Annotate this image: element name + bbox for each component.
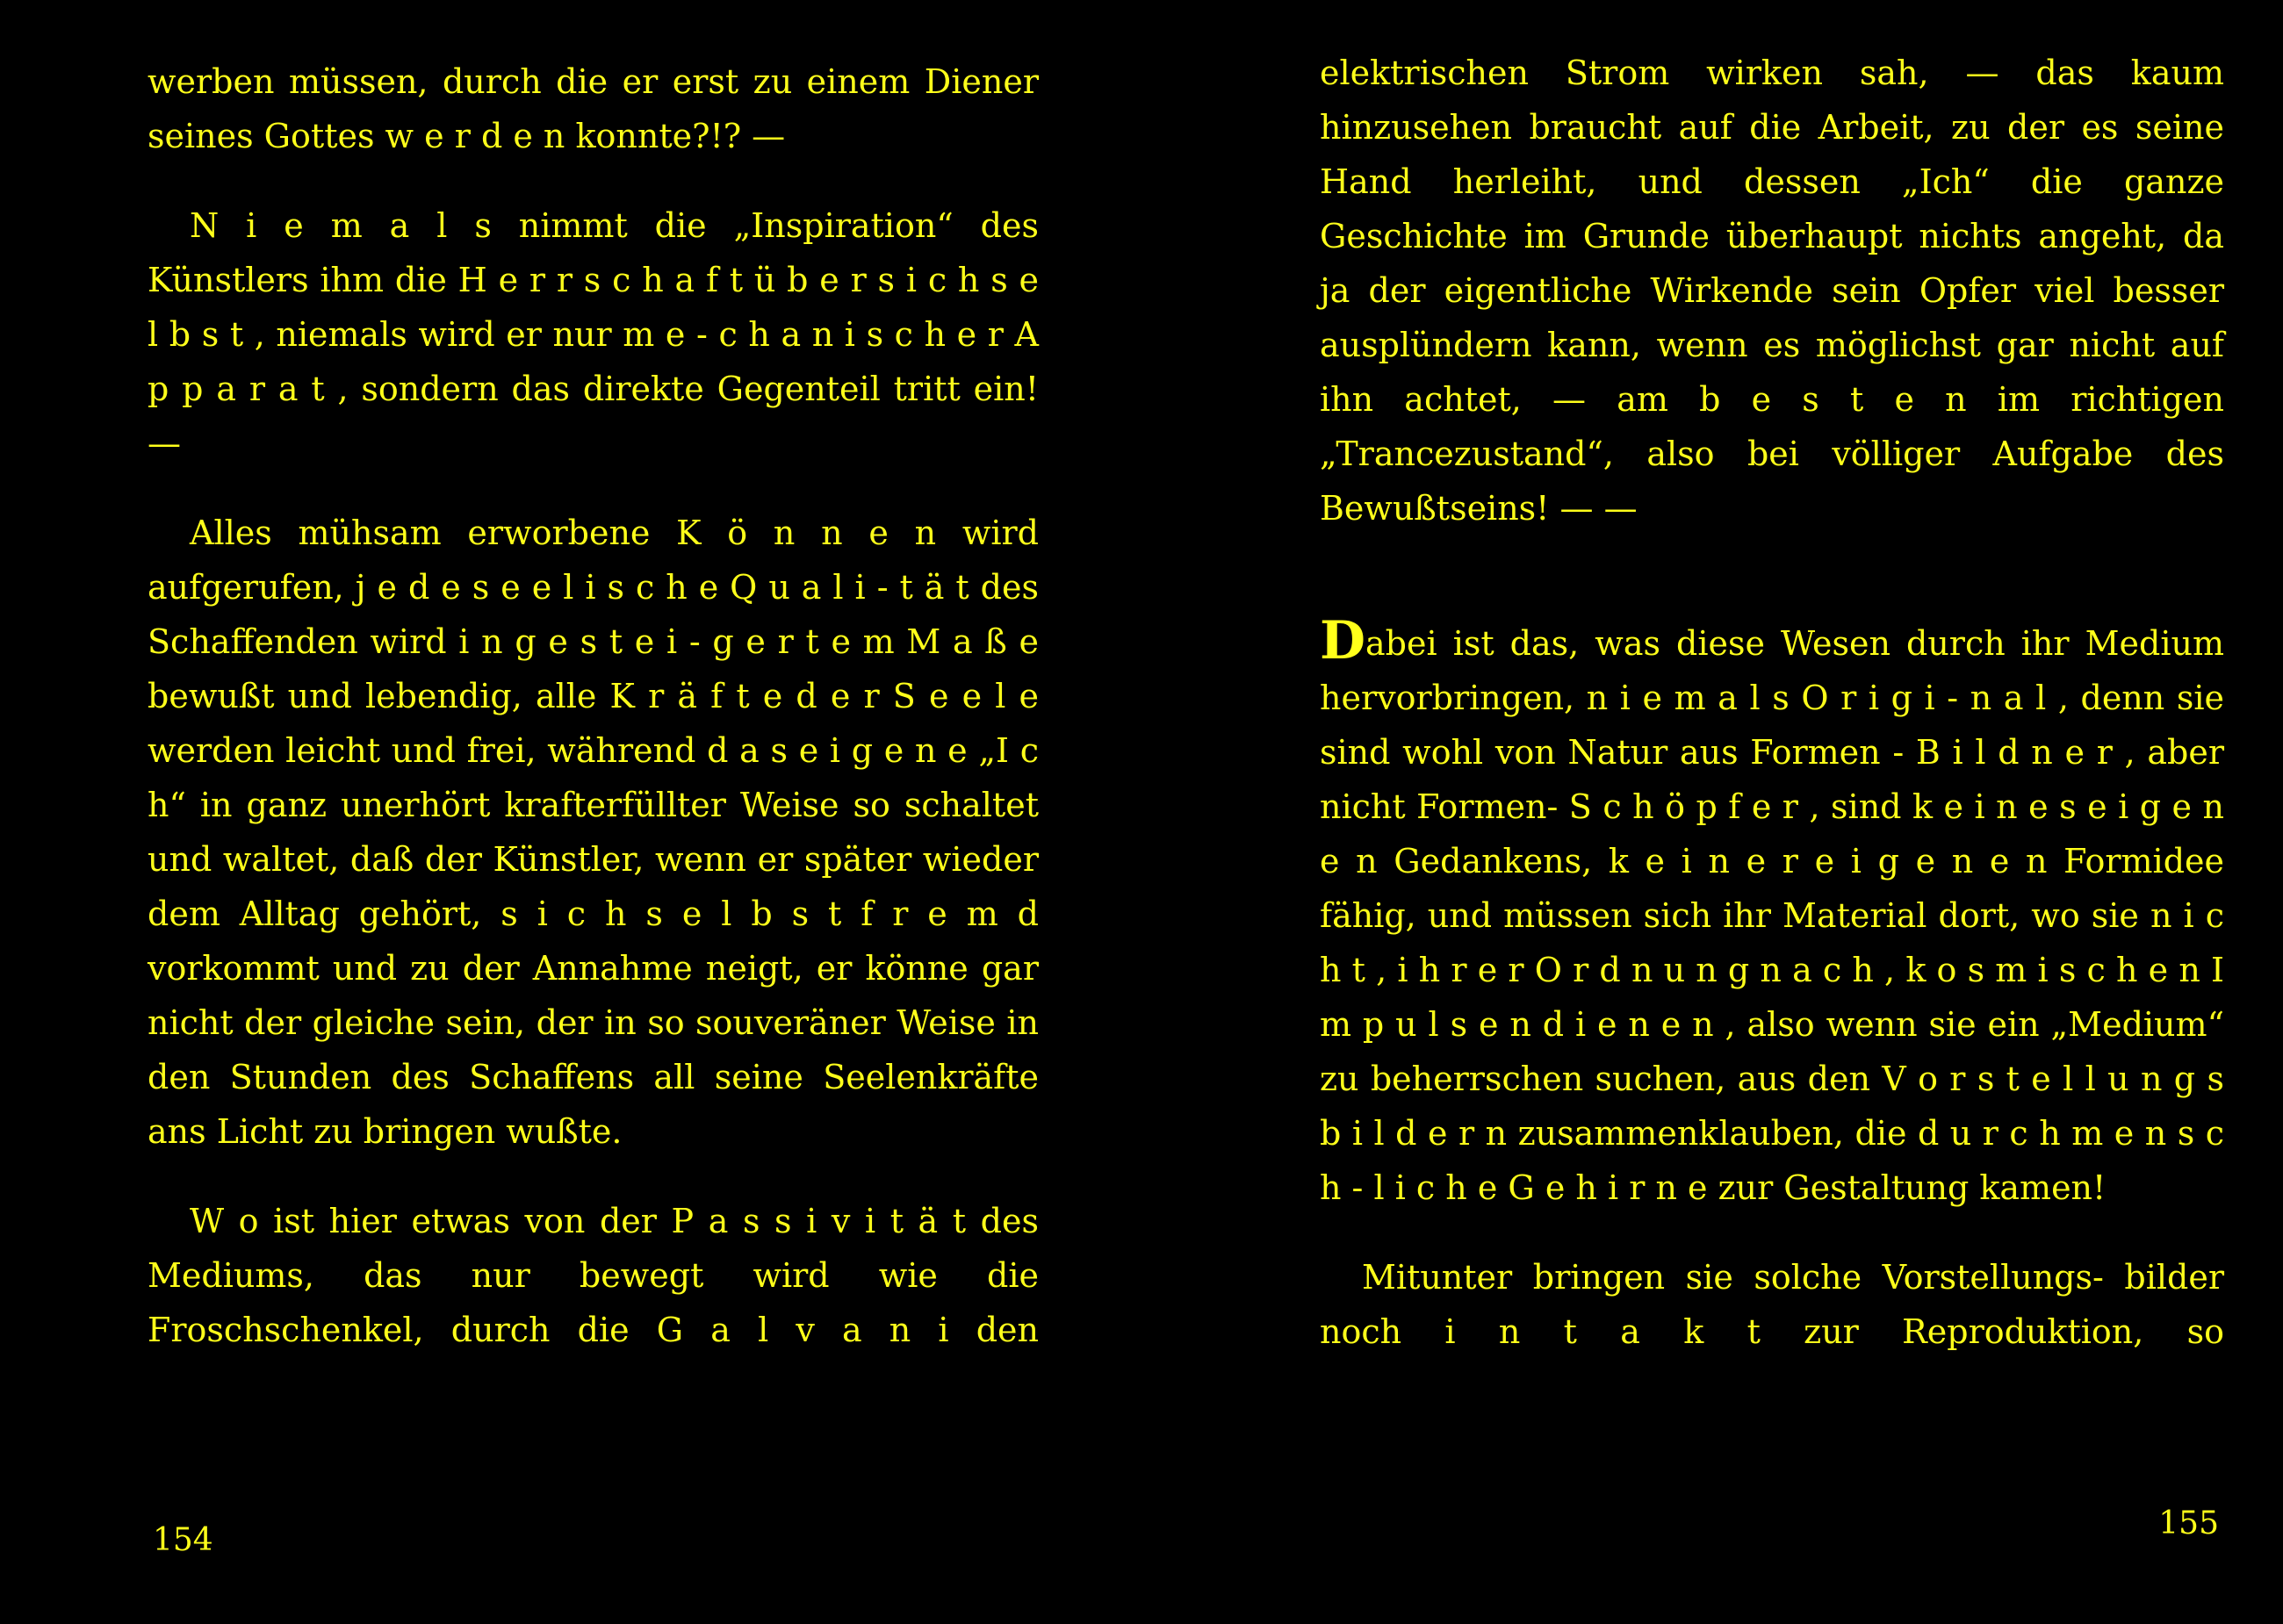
paragraph: werben müssen, durch die er erst zu einem Diener seines Gottes w e r d e n konnte?!? — <box>148 62 1039 155</box>
paragraph: elektrischen Strom wirken sah, — das kaum hinzusehen braucht auf die Arbeit, zu der es seine Hand herleiht, und dessen „Ich“ die ganze Geschichte im Grunde überhaupt nichts angeht, da ja der eigentliche Wirkende sein Opfer viel besser ausplündern kann, wenn es möglichst gar nicht auf ihn achtet, — am b e s t e n im richtigen „Trancezustand“, also bei völliger Aufgabe des Bewußtseins! — — <box>1320 54 2224 528</box>
paragraph-with-initial <box>1320 610 2224 1215</box>
paragraph: Mitunter bringen sie solche Vorstellungs- bilder noch i n t a k t zur Reproduktion, so <box>1320 1258 2224 1351</box>
left-page <box>148 0 1039 1624</box>
paragraph: W o ist hier etwas von der P a s s i v i t ä t des Mediums, das nur bewegt wird wie die Froschschenkel, durch die G a l v a n i den <box>148 1202 1039 1349</box>
drop-initial: D <box>1320 610 1366 672</box>
paragraph: N i e m a l s nimmt die „Inspiration“ des Künstlers ihm die H e r r s c h a f t ü b e r s i c h s e l b s t , niemals wird er nur m e - c h a n i s c h e r A p p a r a t , sondern das direkte Gegenteil tritt ein! — <box>148 206 1039 463</box>
page-number: 154 <box>153 1522 213 1558</box>
paragraph: Alles mühsam erworbene K ö n n e n wird aufgerufen, j e d e s e e l i s c h e Q u a l i - t ä t des Schaffenden wird i n g e s t e i - g e r t e m M a ß e bewußt und lebendig, alle K r ä f t e d e r S e e l e werden leicht und frei, während d a s e i g e n e „I c h“ in ganz unerhört krafterfüllter Weise so schaltet und waltet, daß der Künstler, wenn er später wieder dem Alltag gehört, s i c h s e l b s t f r e m d vorkommt und zu der Annahme neigt, er könne gar nicht der gleiche sein, der in so souveräner Weise in den Stunden des Schaffens all seine Seelenkräfte ans Licht zu bringen wußte. <box>148 514 1039 1151</box>
right-page <box>1320 0 2224 1624</box>
right-page-text <box>1320 46 2224 1394</box>
page-number: 155 <box>2158 1505 2219 1541</box>
left-page-text <box>148 54 1039 1392</box>
paragraph-text: abei ist das, was diese Wesen durch ihr Medium hervorbringen, n i e m a l s O r i g i - n a l , denn sie sind wohl von Natur aus Formen - B i l d n e r , aber nicht Formen- S c h ö p f e r , sind k e i n e s e i g e n e n Gedankens, k e i n e r e i g e n e n Formidee fähig, und müssen sich ihr Material dort, wo sie n i c h t , i h r e r O r d n u n g n a c h , k o s m i s c h e n I m p u l s e n d i e n e n , also wenn sie ein „Medium“ zu beherrschen suchen, aus den V o r s t e l l u n g s b i l d e r n zusammenklauben, die d u r c h m e n s c h - l i c h e G e h i r n e zur Gestaltung kamen! <box>1320 624 2224 1207</box>
